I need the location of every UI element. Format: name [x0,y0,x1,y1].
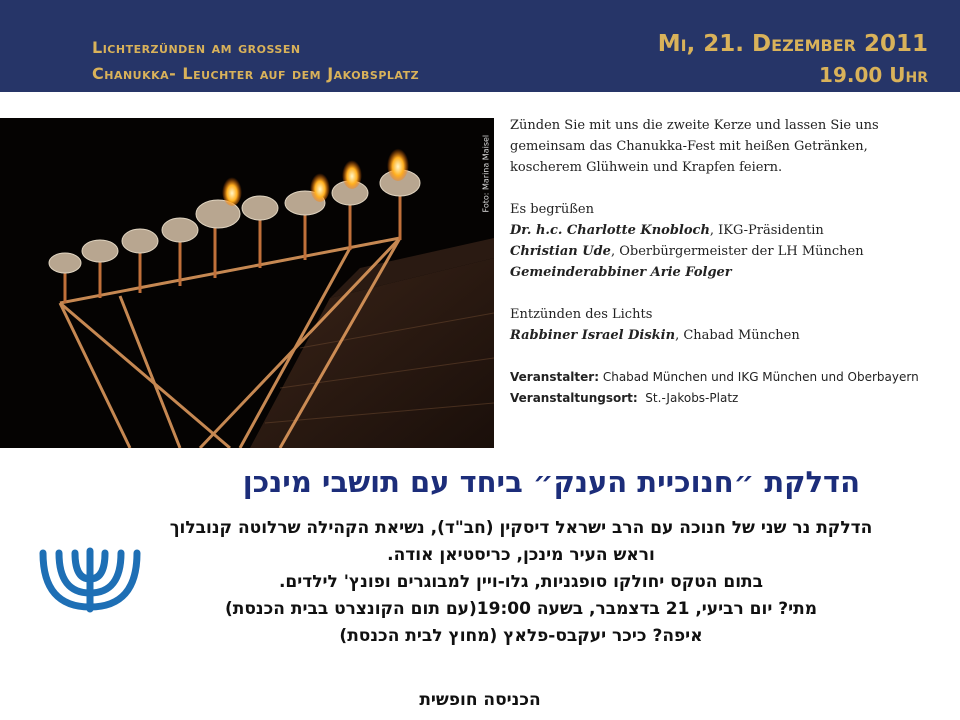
event-info [510,115,930,409]
venue [510,388,930,409]
event-title-line2: Chanukka- Leuchter auf dem Jakobsplatz [92,64,420,83]
greeter-2-role: , Oberbürgermeister der LH München [610,244,864,259]
menorah-photo [0,118,494,448]
lighter [510,325,930,346]
event-title [92,35,419,87]
greeter-2 [510,241,930,262]
menorah-logo-icon [35,545,145,625]
greet-heading: Es begrüßen [510,202,594,217]
greeter-1-name: Dr. h.c. Charlotte Knobloch [510,223,710,238]
greeter-1 [510,220,930,241]
venue-label: Veranstaltungsort: [510,391,638,405]
photo-credit [476,128,490,228]
greeter-3 [510,262,930,283]
greeter-1-role: , IKG-Präsidentin [709,223,824,238]
hebrew-line: איפה? כיכר יעקבס-פלאץ (מחוץ לבית הכנסת) [339,626,703,646]
greeter-2-name: Christian Ude [510,244,611,259]
venue-value: St.-Jakobs-Platz [637,391,739,405]
greeter-3-name: Gemeinderabbiner Arie Folger [510,265,732,280]
intro-line: koscherem Glühwein und Krapfen feiern. [510,160,783,175]
hebrew-title: הדלקת ״חנוכיית הענק״ ביחד עם תושבי מינכן [242,465,860,499]
hebrew-line: וראש העיר מינכן, כריסטיאן אודה. [387,545,655,565]
lighter-role: , Chabad München [675,328,800,343]
lighter-name: Rabbiner Israel Diskin [510,328,676,343]
intro-line: Zünden Sie mit uns die zweite Kerze und lassen Sie uns [510,118,879,133]
organizer-value: Chabad München und IKG München und Oberbayern [599,370,919,384]
hebrew-line: בתום הטקס יחולקו סופגניות, גלו-ויין למבוגרים ופונץ' לילדים. [278,572,764,592]
light-heading: Entzünden des Lichts [510,307,653,322]
event-datetime [658,28,928,90]
header-banner [0,0,960,92]
hebrew-line: מתי? יום רביעי, 21 בדצמבר, בשעה 19:00(עם תום הקונצרט בבית הכנסת) [224,599,818,619]
event-title-line1: Lichterzünden am grossen [92,38,301,57]
photo-credit-text: Foto: Marina Maisel [481,134,491,213]
hebrew-line: הדלקת נר שני של חנוכה עם הרב ישראל דיסקין (חב"ד), נשיאת הקהילה שרלוטה קנובלוך [169,518,873,538]
organizer [510,367,930,388]
event-date: Mi, 21. Dezember 2011 [657,31,928,57]
intro-line: gemeinsam das Chanukka-Fest mit heißen Getränken, [510,139,868,154]
hebrew-body [120,515,922,650]
organizer-label: Veranstalter: [510,370,600,384]
event-time: 19.00 Uhr [819,63,928,87]
menorah-illustration [0,118,494,448]
free-entry: הכניסה חופשית [419,690,541,710]
